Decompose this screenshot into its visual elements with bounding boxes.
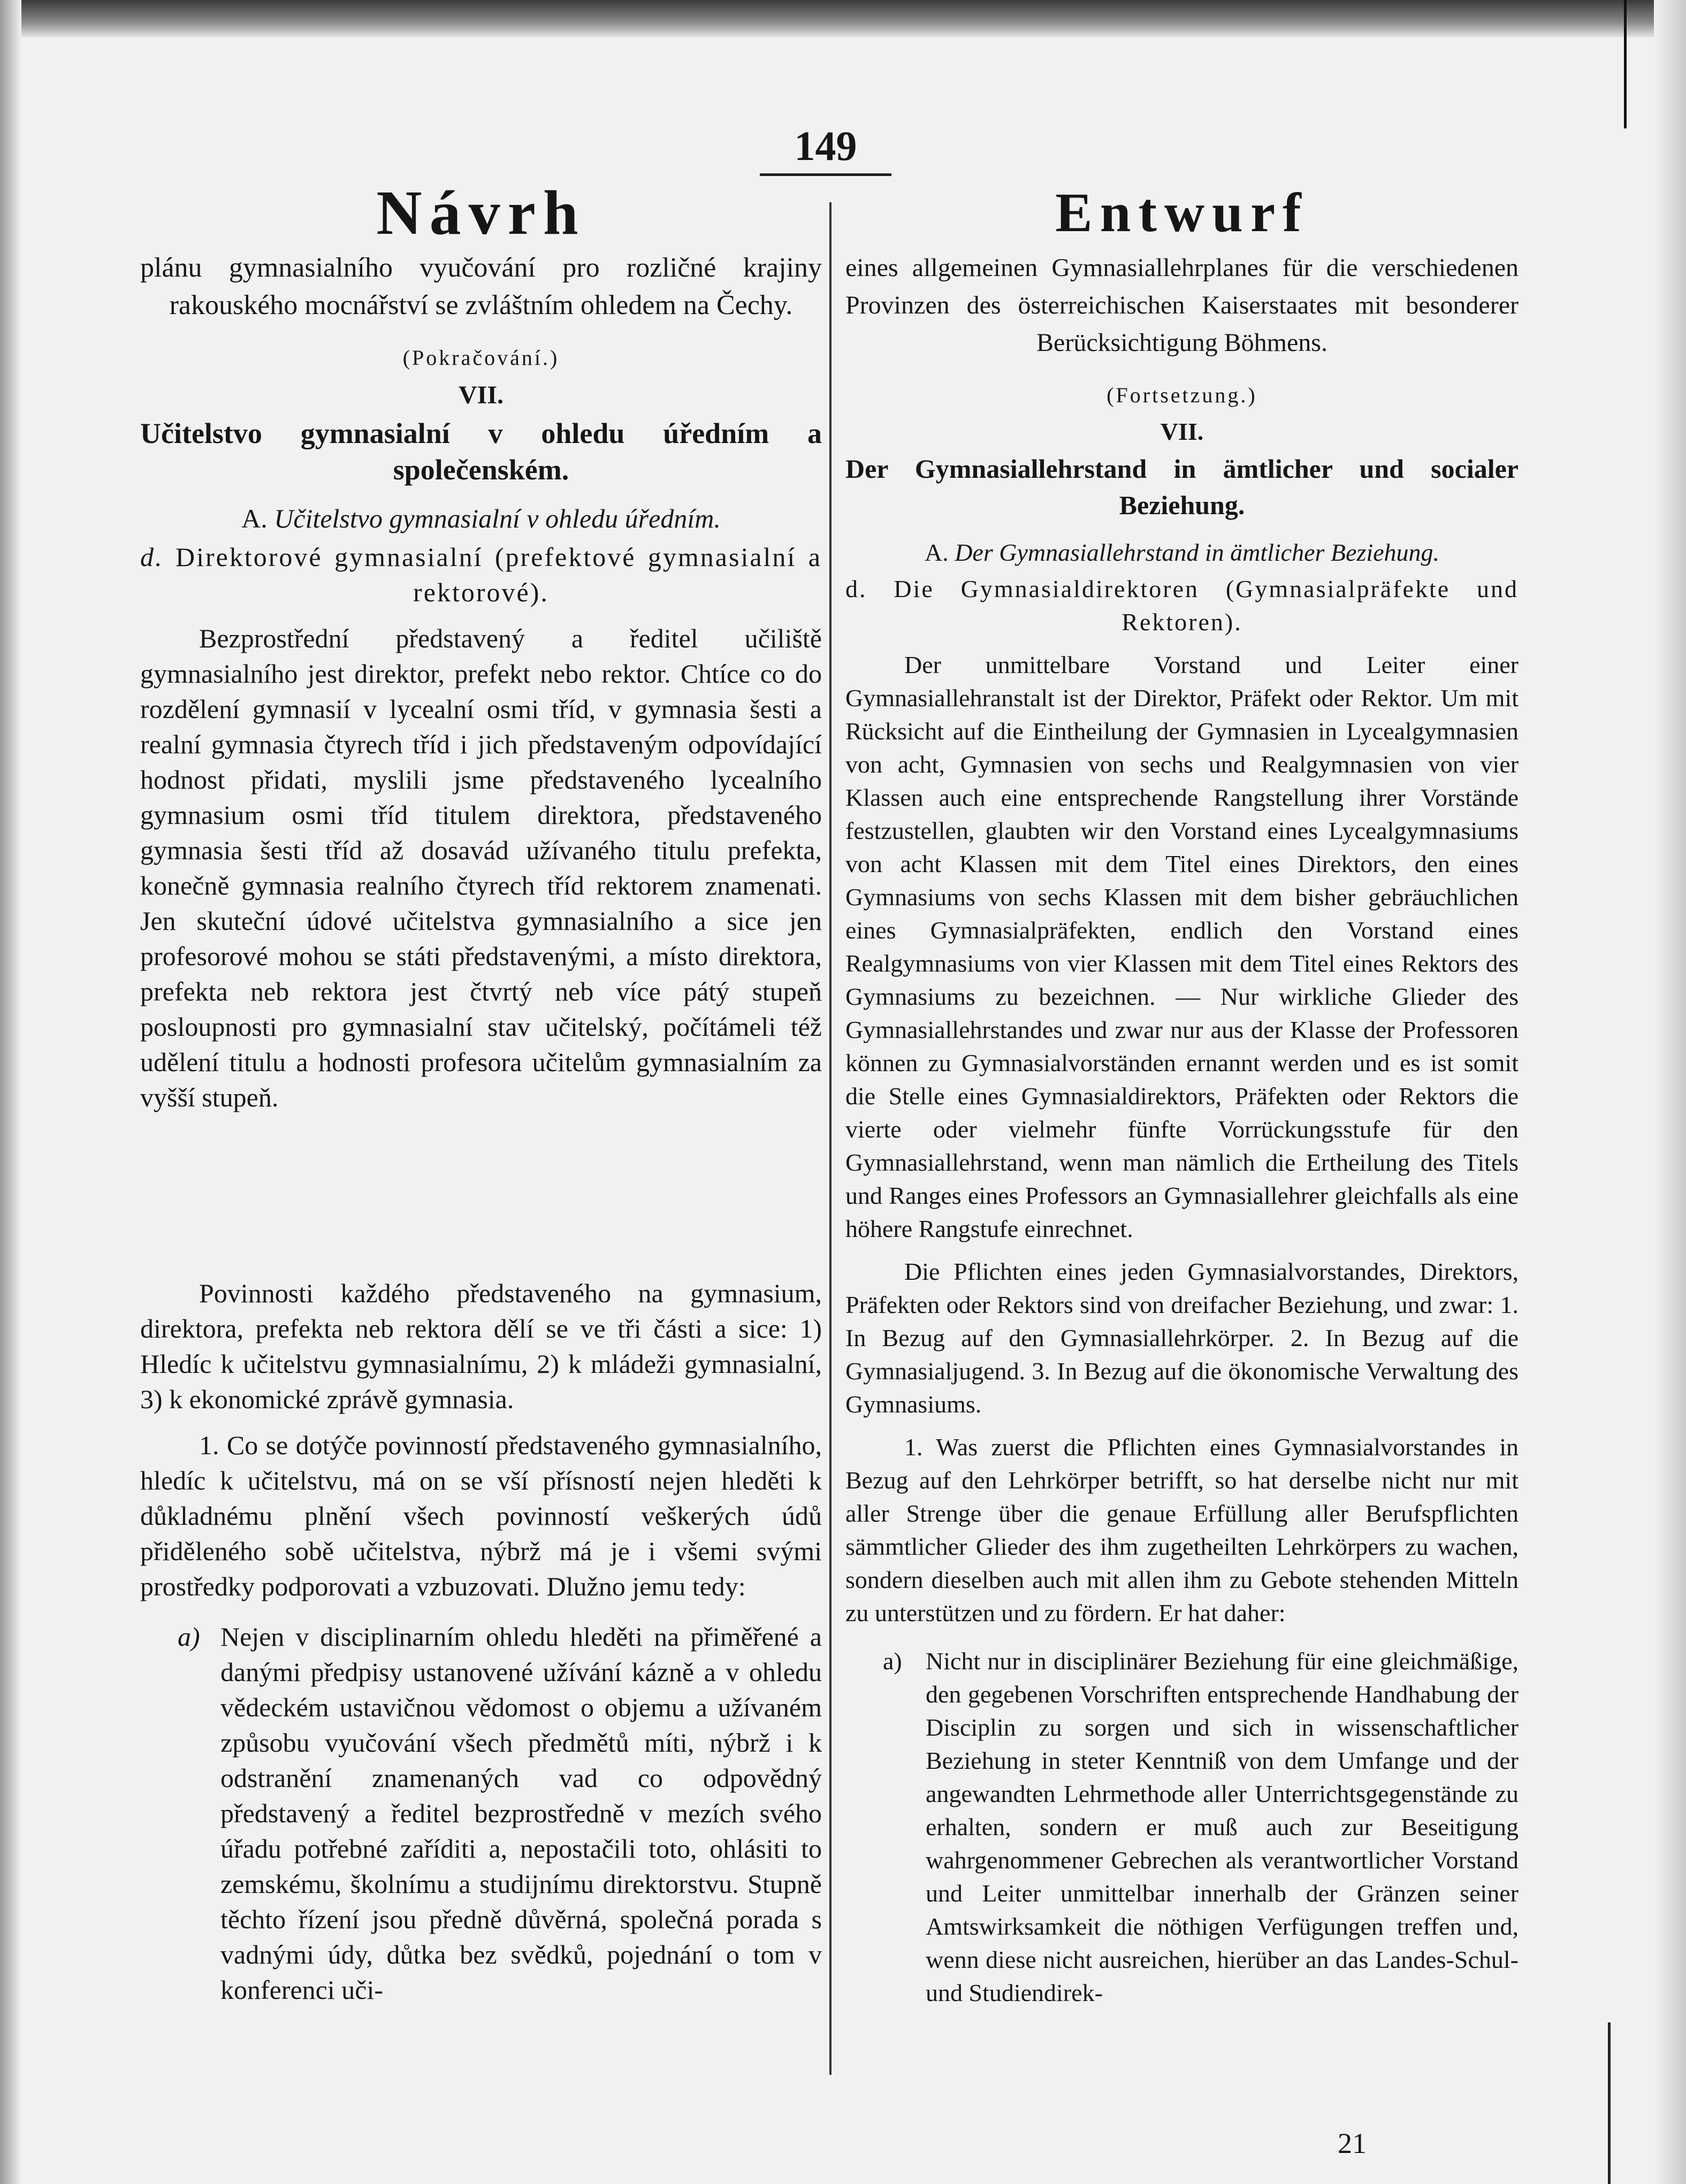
- german-subsection-label: d.: [845, 575, 867, 602]
- czech-chapter-title: Učitelstvo gymnasialní v ohledu úředním a společenském.: [140, 417, 822, 486]
- scan-border-top: [0, 0, 1686, 37]
- german-section-label: A.: [924, 539, 949, 566]
- scan-edge-line: [1608, 2022, 1611, 2184]
- czech-paragraph: Povinnosti každého představeného na gymnasium, direktora, prefekta neb rektora dělí se ve tři části a sice: 1) Hledíc k učitelstvu gymnasialnímu, 2) k mládeži gymnasialní, 3) k ekonomické zprávě gymnasia.: [140, 1278, 822, 1414]
- signature-mark: 21: [1338, 2127, 1367, 2159]
- czech-chapter-number: VII.: [458, 381, 504, 409]
- german-paragraph: Die Pflichten eines jeden Gymnasialvorstandes, Direktors, Präfekten oder Rektors sind von dreifacher Beziehung, und zwar: 1. In Bezug auf den Gymnasiallehrkörper. 2. In Bezug auf die Gymnasialjugend. 3. In Bezug auf die ökonomische Verwaltung des Gymnasiums.: [845, 1258, 1519, 1418]
- column-divider: [829, 202, 831, 2075]
- czech-column: [140, 178, 822, 2007]
- czech-subsection-heading: [140, 539, 822, 610]
- german-list-item-a: [845, 1645, 1519, 2010]
- czech-continuation: (Pokračování.): [402, 346, 560, 370]
- list-label: a): [883, 1647, 902, 1675]
- czech-section-label: A.: [241, 503, 268, 533]
- czech-subsection-title: Direktorové gymnasialní (prefektové gymnasialní a rektorové).: [176, 542, 822, 607]
- list-text: Nejen v disciplinarním ohledu hleděti na přiměřené a danými předpisy ustanovené užívání kázně a v ohledu vědeckém ustavičnou vědomost o objemu a užívaném způsobu vyučování všech předmětů míti, nýbrž i k odstranění znamenaných vad co odpovědný představený a ředitel bezprostředně v mezích svého úřadu potřebné zaříditi a, nepostačili toto, ohlásiti to zemskému, školnímu a studijnímu direktorstvu. Stupně těchto řízení jsou předně důvěrná, společná porada s vadnými údy, důtka bez svědků, pojednání o tom v konferenci uči-: [220, 1622, 822, 2005]
- scan-edge-line: [1624, 0, 1627, 128]
- german-chapter-number: VII.: [1160, 418, 1204, 445]
- german-paragraph: Der unmittelbare Vorstand und Leiter einer Gymnasiallehranstalt ist der Direktor, Präfekt oder Rektor. Um mit Rücksicht auf die Eintheilung der Gymnasien in Lycealgymnasien von acht, Gymnasien von sechs und Realgymnasien von vier Klassen auch eine entsprechende Rangstellung ihrer Vorstände festzustellen, glaubten wir den Vorstand eines Lycealgymnasiums von acht Klassen mit dem Titel eines Direktors, den eines Gymnasiums von sechs Klassen mit dem bisher gebräuchlichen eines Gymnasialpräfekten, endlich den Vorstand eines Realgymnasiums von vier Klassen mit dem Titel eines Rektors des Gymnasiums zu bezeichnen. — Nur wirkliche Glieder des Gymnasiallehrstandes und zwar nur aus der Klasse der Professoren können zu Gymnasialvorständen ernannt werden und es ist somit die Stelle eines Gymnasialdirektors, Präfekten oder Rektors die vierte oder vielmehr fünfte Vorrückungsstufe für den Gymnasiallehrstand, wenn man nämlich die Ertheilung des Titels und Ranges eines Professors an Gymnasiallehrer gleichfalls als eine höhere Rangstufe einrechnet.: [845, 651, 1519, 1242]
- scan-border-left: [0, 0, 21, 2184]
- list-label: a): [178, 1622, 200, 1652]
- czech-subtitle: plánu gymnasialního vyučování pro rozličné krajiny rakouského mocnářství se zvláštním ohledem na Čechy.: [140, 253, 822, 320]
- german-subsection-title: Die Gymnasialdirektoren (Gymnasialpräfekte und Rektoren).: [894, 575, 1519, 636]
- german-paragraph: 1. Was zuerst die Pflichten eines Gymnasialvorstandes in Bezug auf den Lehrkörper betrifft, so hat derselbe nicht nur mit aller Strenge über die genaue Erfüllung aller Berufspflichten sämmtlicher Glieder des ihm zugetheilten Lehrkörpers zu wachen, sondern dieselben auch mit allen ihm zu Gebote stehenden Mitteln zu unterstützen und zu fördern. Er hat daher:: [845, 1433, 1519, 1626]
- czech-paragraph: 1. Co se dotýče povinností představeného gymnasialního, hledíc k učitelstvu, má on se vší přísností nejen hleděti k důkladnému plnění všech povinností veškerých údů přiděleného sobě učitelstva, nýbrž má je i všemi svými prostředky podporovati a vzbuzovati. Dlužno jemu tedy:: [140, 1430, 822, 1601]
- czech-section-title: Učitelstvo gymnasialní v ohledu úředním.: [274, 503, 721, 533]
- german-section-title: Der Gymnasiallehrstand in ämtlicher Beziehung.: [955, 539, 1440, 566]
- german-subsection-heading: [845, 572, 1519, 639]
- scan-border-right: [1654, 0, 1686, 2184]
- czech-section-heading: [140, 501, 822, 536]
- page-number: 149: [760, 122, 891, 176]
- czech-title: Návrh: [376, 178, 586, 248]
- german-continuation: (Fortsetzung.): [1107, 383, 1257, 407]
- german-section-heading: [845, 536, 1519, 569]
- czech-subsection-label: d.: [140, 542, 164, 572]
- czech-paragraph: Bezprostřední představený a ředitel učiliště gymnasialního jest direktor, prefekt nebo rektor. Chtíce co do rozdělení gymnasií v lycealní osmi tříd, v gymnasia šesti a realní gymnasia čtyrech tříd i jich představeným odpovídající hodnost přidati, myslili jsme představeného lycealního gymnasium osmi tříd titulem direktora, představeného gymnasia šesti tříd až dosavád užívaného titulu prefekta, konečně gymnasia realního čtyrech tříd rektorem znamenati. Jen skuteční údové učitelstva gymnasialního a sice jen profesorové mohou se státi představenými, a místo direktora, prefekta neb rektora jest čtvrtý neb více pátý stupeň posloupnosti pro gymnasialní stav učitelský, počítámeli též udělení titulu a hodnosti profesora učitelům gymnasialním za vyšší stupeň.: [140, 623, 822, 1112]
- list-text: Nicht nur in disciplinärer Beziehung für eine gleichmäßige, den gegebenen Vorschriften entsprechende Handhabung der Disciplin zu sorgen und sich in wissenschaftlicher Beziehung in steter Kenntniß von dem Umfange und der angewandten Lehrmethode aller Unterrichtsgegenstände zu erhalten, sondern er muß auch zur Beseitigung wahrgenommener Gebrechen als verantwortlicher Vorstand und Leiter unmittelbar innerhalb der Gränzen seiner Amtswirksamkeit die nöthigen Verfügungen treffen und, wenn diese nicht ausreichen, hierüber an das Landes-Schul- und Studiendirek-: [926, 1647, 1519, 2006]
- german-subtitle: eines allgemeinen Gymnasiallehrplanes für die verschiedenen Provinzen des österreichischen Kaiserstaates mit besonderer Berücksichtigung Böhmens.: [845, 254, 1519, 357]
- german-column: [845, 181, 1519, 2010]
- german-title: Entwurf: [1055, 182, 1309, 243]
- german-chapter-title: Der Gymnasiallehrstand in ämtlicher und socialer Beziehung.: [845, 454, 1519, 520]
- czech-list-item-a: [140, 1619, 822, 2007]
